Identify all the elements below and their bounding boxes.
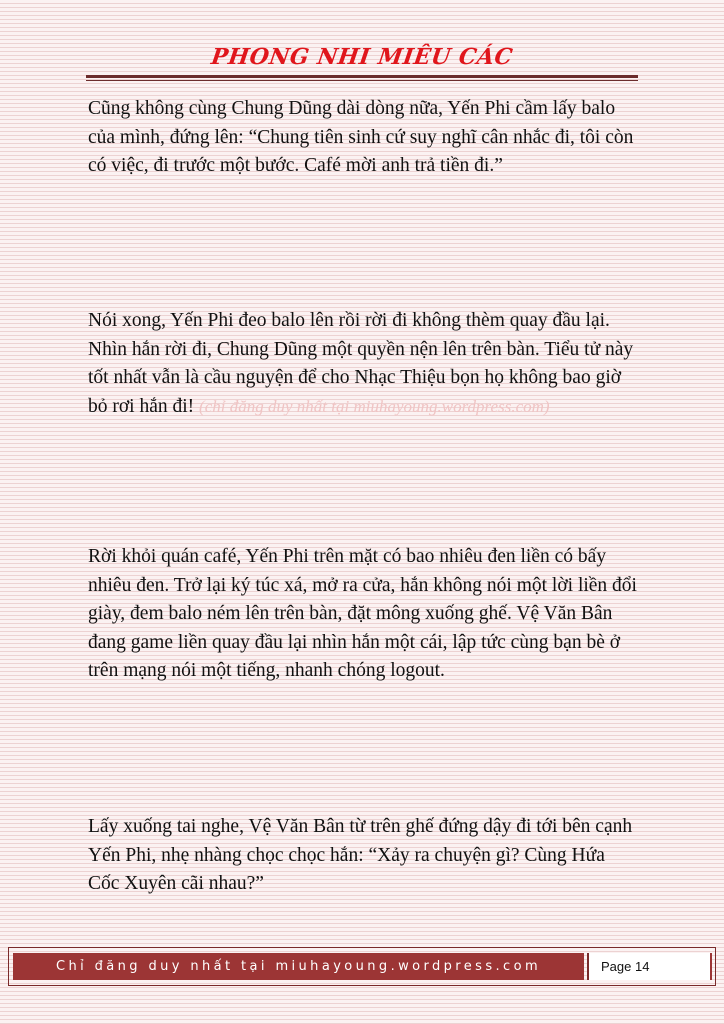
paragraph-1 xyxy=(88,95,640,181)
paragraph-2 xyxy=(88,307,640,421)
paragraph-text: Cũng không cùng Chung Dũng dài dòng nữa, Yến Phi cầm lấy balo của mình, đứng lên: “Chung tiên sinh cứ suy nghĩ cân nhắc đi, tôi còn có việc, đi trước một bước. Café mời anh trả tiền đi.” xyxy=(88,98,634,176)
paragraph-text: Lấy xuống tai nghe, Vệ Văn Bân từ trên ghế đứng dậy đi tới bên cạnh Yến Phi, nhẹ nhàng chọc chọc hắn: “Xảy ra chuyện gì? Cùng Hứa Cốc Xuyên cãi nhau?” xyxy=(88,816,633,894)
paragraph-text: Nói xong, Yến Phi đeo balo lên rồi rời đi không thèm quay đầu lại. Nhìn hắn rời đi, Chung Dũng một quyền nện lên trên bàn. Tiểu tử này tốt nhất vẫn là cầu nguyện để cho Nhạc Thiệu bọn họ không bao giờ bỏ rơi hắn đi! xyxy=(88,310,634,417)
paragraph-3 xyxy=(88,543,640,686)
footer-site-text: Chỉ đăng duy nhất tại miuhayoung.wordpress.com xyxy=(13,953,584,980)
header-rule xyxy=(86,75,638,78)
page-title: PHONG NHI MIÊU CÁC xyxy=(209,44,515,70)
paragraph-4 xyxy=(88,813,640,899)
header-rule-thin xyxy=(86,80,638,81)
page-number: Page 14 xyxy=(587,953,712,980)
paragraph-text: Rời khỏi quán café, Yến Phi trên mặt có bao nhiêu đen liền có bấy nhiêu đen. Trở lại ký túc xá, mở ra cửa, hắn không nói một lời liền đổi giày, đem balo ném lên trên bàn, đặt mông xuống ghế. Vệ Văn Bân đang game liền quay đầu lại nhìn hắn một cái, lập tức cùng bạn bè ở trên mạng nói một tiếng, nhanh chóng logout. xyxy=(88,546,637,681)
footer xyxy=(8,947,716,986)
watermark-note: (chỉ đăng duy nhất tại miuhayoung.wordpress.com) xyxy=(199,396,550,416)
